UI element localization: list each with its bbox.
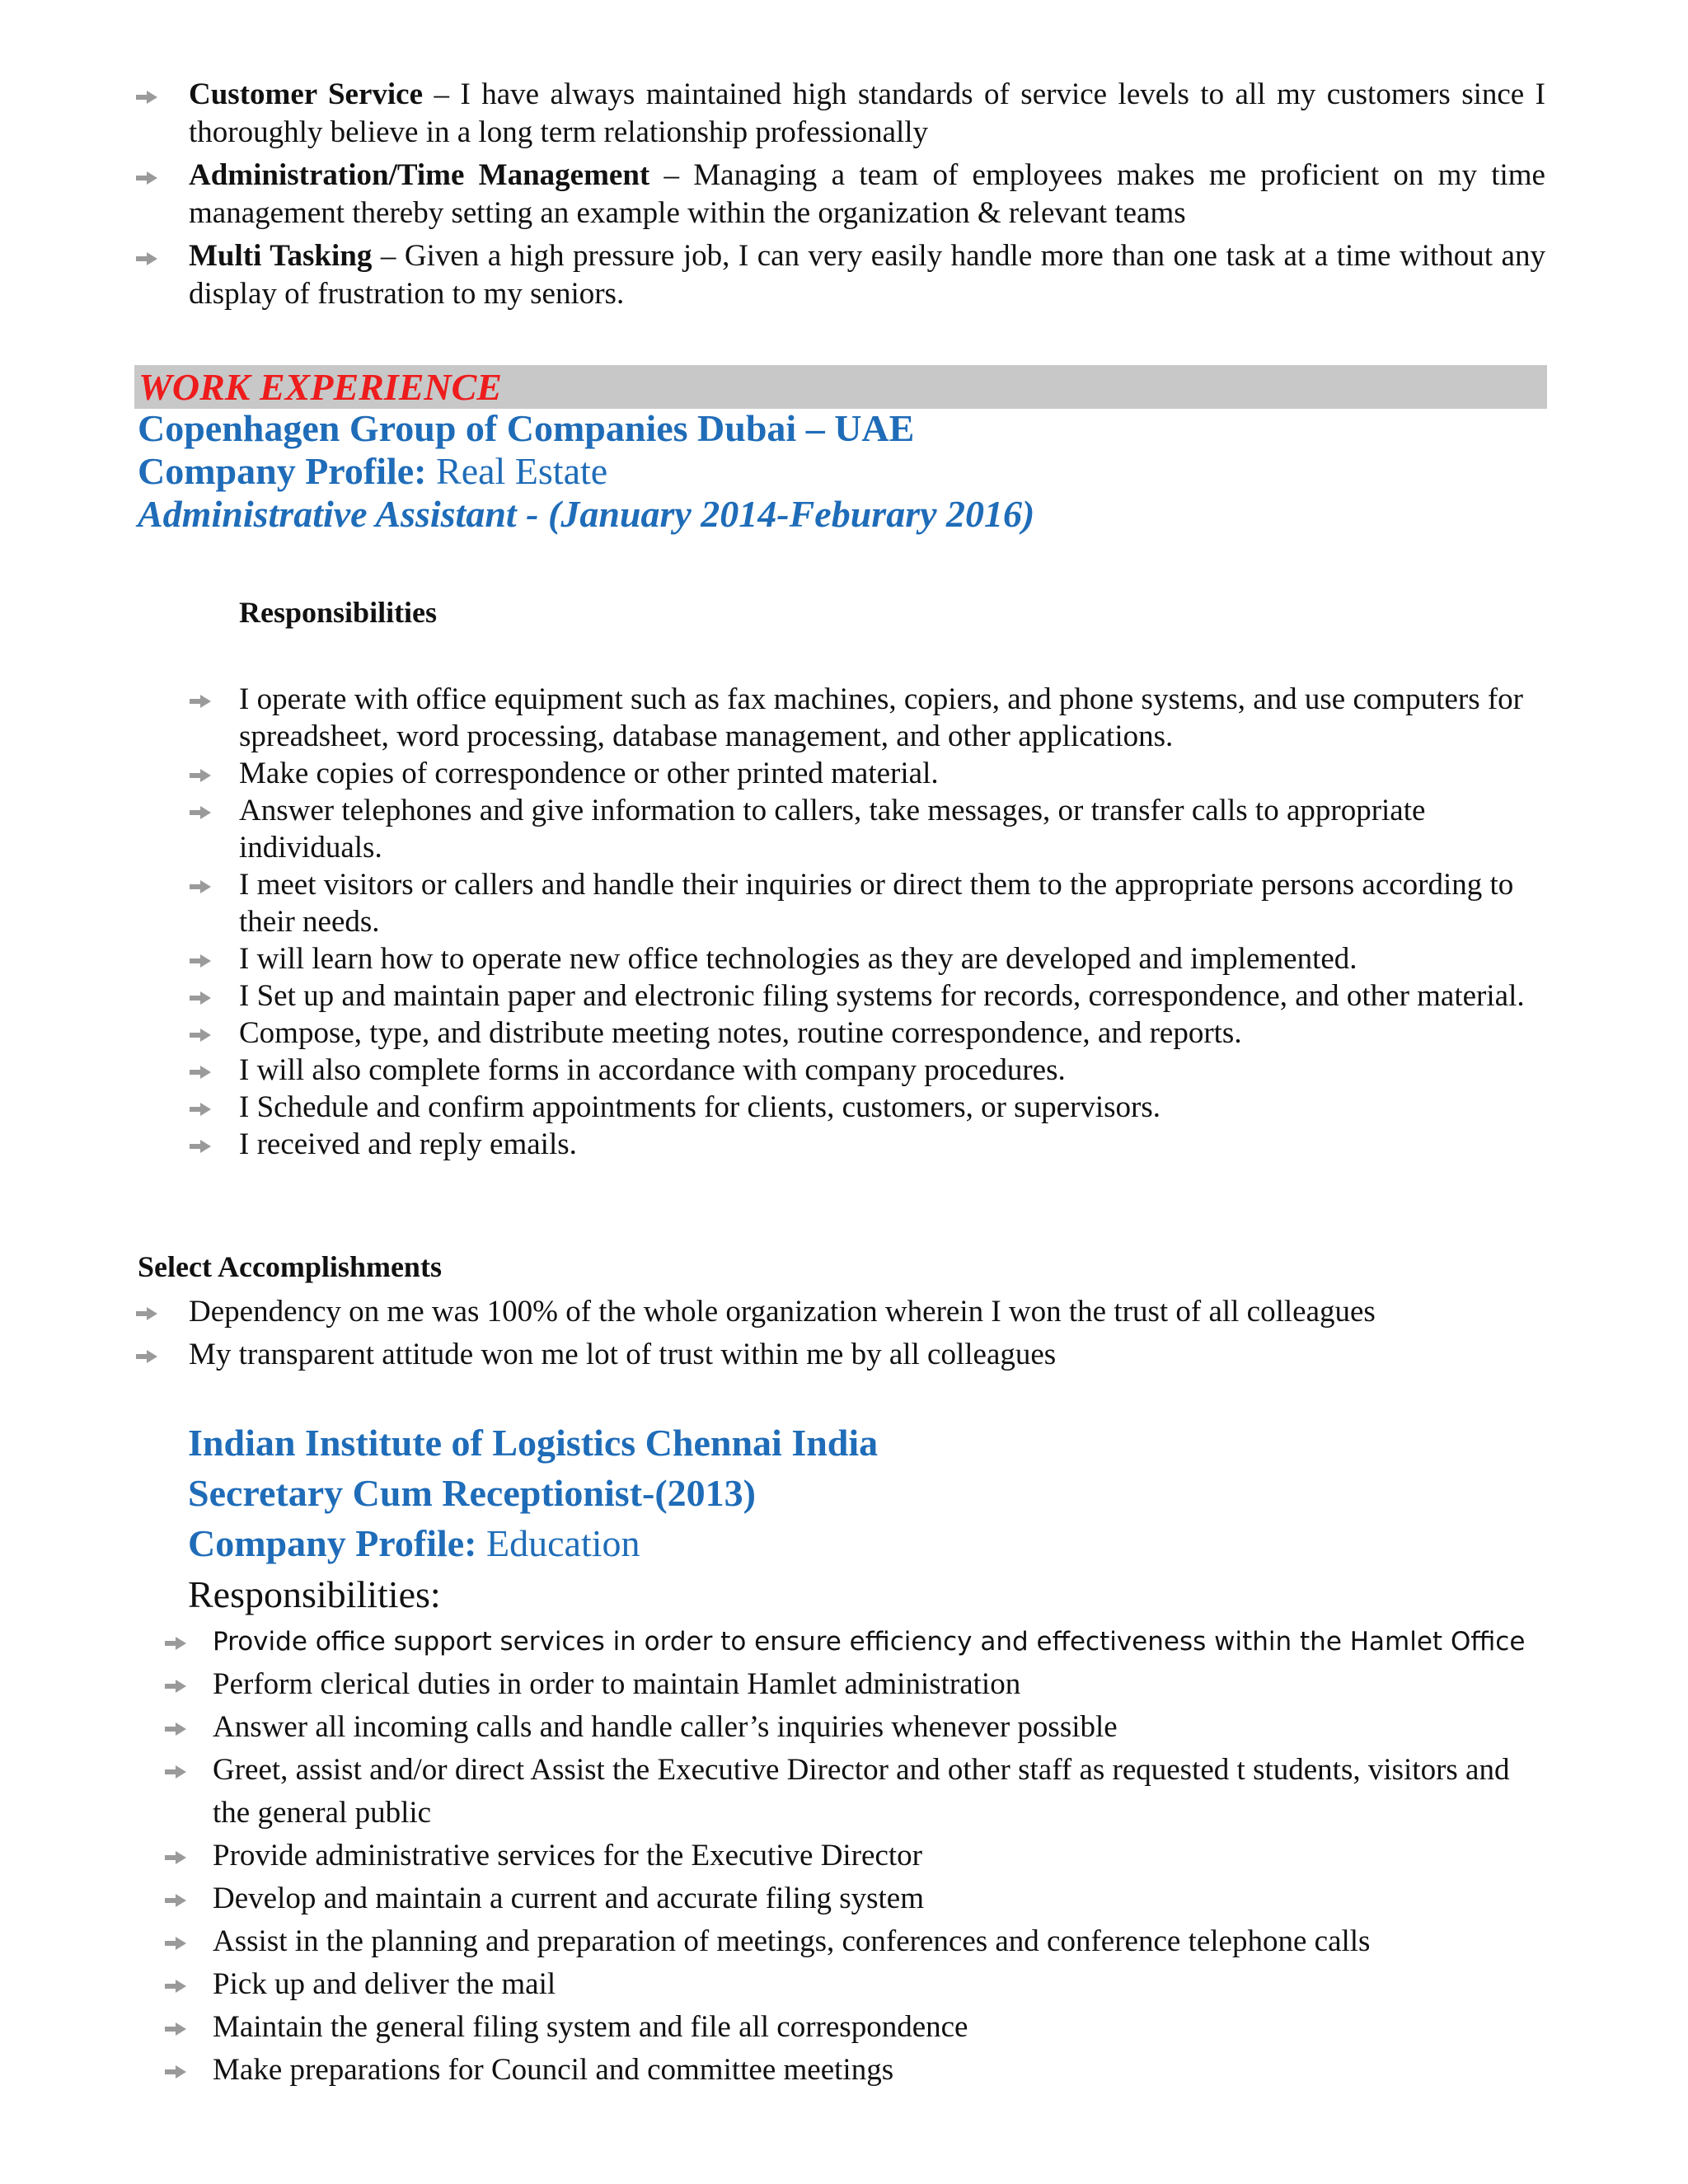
arrow-right-icon <box>190 1066 211 1079</box>
accomplishments-heading: Select Accomplishments <box>138 1250 442 1283</box>
arrow-right-icon <box>190 991 211 1005</box>
list-item <box>190 1052 1525 1089</box>
arrow-right-icon <box>165 1980 186 1993</box>
list-item <box>136 1333 1554 1376</box>
job1-responsibilities-list <box>190 681 1525 1163</box>
job2-profile <box>188 1521 640 1566</box>
list-item <box>190 1015 1525 1052</box>
list-item <box>165 1749 1550 1835</box>
job2-role <box>188 1471 756 1516</box>
job2-role-text: Secretary Cum Receptionist-(2013) <box>188 1472 756 1514</box>
arrow-right-icon <box>165 2065 186 2079</box>
job1-profile-label: Company Profile: <box>138 450 427 492</box>
arrow-right-icon <box>190 769 211 782</box>
skill-text: – Given a high pressure job, I can very easily handle more than one task at a time without any display of frustration to my seniors. <box>189 239 1545 311</box>
list-item <box>136 76 1545 152</box>
list-item <box>190 1126 1525 1163</box>
list-item <box>190 1089 1525 1126</box>
job2-responsibilities-heading: Responsibilities: <box>188 1573 441 1615</box>
arrow-right-icon <box>165 2022 186 2036</box>
job2-profile-label: Company Profile: <box>188 1522 477 1564</box>
list-item <box>190 940 1525 977</box>
list-item <box>165 2049 1550 2092</box>
job2-profile-value: Education <box>476 1522 640 1564</box>
list-item <box>190 866 1525 940</box>
job1-profile <box>138 449 607 494</box>
list-item-text: I received and reply emails. <box>239 1127 577 1161</box>
arrow-right-icon <box>136 171 157 185</box>
list-item <box>165 1877 1550 1920</box>
list-item-text: Make copies of correspondence or other printed material. <box>239 757 939 790</box>
arrow-right-icon <box>136 1307 157 1320</box>
job2-company <box>188 1421 878 1465</box>
skill-text: – I have always maintained high standards of service levels to all my customers since I thoroughly believe in a long term relationship professionally <box>189 77 1546 149</box>
list-item-text: Provide office support services in order to ensure efficiency and effectiveness within the Hamlet Office <box>213 1627 1526 1657</box>
arrow-right-icon <box>165 1680 186 1693</box>
list-item-text: Greet, assist and/or direct Assist the Executive Director and other staff as requested t students, visitors and the general public <box>213 1753 1510 1830</box>
list-item-text: I meet visitors or callers and handle their inquiries or direct them to the appropriate persons according to their needs. <box>239 868 1514 939</box>
arrow-right-icon <box>165 1637 186 1650</box>
skill-term: Customer Service <box>189 77 424 111</box>
skill-term: Administration/Time Management <box>189 158 650 192</box>
arrow-right-icon <box>165 1765 186 1779</box>
arrow-right-icon <box>136 1350 157 1363</box>
job1-responsibilities-heading: Responsibilities <box>239 596 438 629</box>
arrow-right-icon <box>165 1894 186 1907</box>
list-item-text: Maintain the general filing system and file all correspondence <box>213 2010 968 2044</box>
list-item <box>136 157 1545 232</box>
list-item <box>190 977 1525 1015</box>
list-item-text: Perform clerical duties in order to maintain Hamlet administration <box>213 1667 1021 1701</box>
arrow-right-icon <box>165 1722 186 1736</box>
arrow-right-icon <box>165 1937 186 1950</box>
list-item <box>165 1920 1550 1963</box>
job2-responsibilities-list <box>165 1620 1550 2092</box>
list-item-text: I will learn how to operate new office technologies as they are developed and implemented. <box>239 942 1357 976</box>
list-item-text: I Schedule and confirm appointments for clients, customers, or supervisors. <box>239 1090 1160 1124</box>
list-item <box>136 237 1545 313</box>
list-item-text: Compose, type, and distribute meeting notes, routine correspondence, and reports. <box>239 1016 1242 1050</box>
list-item-text: Assist in the planning and preparation of meetings, conferences and conference telephone calls <box>213 1924 1371 1958</box>
list-item <box>136 1291 1554 1333</box>
list-item <box>165 1663 1550 1706</box>
list-item-text: Make preparations for Council and committee meetings <box>213 2053 894 2087</box>
arrow-right-icon <box>190 1140 211 1153</box>
list-item-text: I operate with office equipment such as fax machines, copiers, and phone systems, and use computers for spreadsheet, word processing, database management, and other applications. <box>239 682 1523 753</box>
list-item-text: Develop and maintain a current and accurate filing system <box>213 1882 924 1915</box>
arrow-right-icon <box>190 806 211 819</box>
skill-term: Multi Tasking <box>189 239 373 273</box>
arrow-right-icon <box>190 954 211 968</box>
arrow-right-icon <box>136 91 157 104</box>
job1-company-text: Copenhagen Group of Companies Dubai – UAE <box>138 407 915 449</box>
arrow-right-icon <box>190 880 211 893</box>
list-item <box>190 681 1525 755</box>
list-item-text: Pick up and deliver the mail <box>213 1967 556 2001</box>
skills-list <box>136 76 1545 318</box>
job1-role: Administrative Assistant - (January 2014-Feburary 2016) <box>138 493 1035 535</box>
list-item <box>190 792 1525 866</box>
list-item-text: Provide administrative services for the Executive Director <box>213 1839 922 1872</box>
arrow-right-icon <box>190 1103 211 1116</box>
list-item <box>165 1835 1550 1877</box>
list-item <box>165 1706 1550 1749</box>
list-item <box>165 1620 1550 1663</box>
list-item-text: I will also complete forms in accordance with company procedures. <box>239 1053 1066 1087</box>
list-item-text: I Set up and maintain paper and electronic filing systems for records, correspondence, and other material. <box>239 979 1525 1013</box>
list-item <box>190 755 1525 792</box>
accomplishments-list <box>136 1291 1554 1376</box>
section-title: WORK EXPERIENCE <box>138 366 502 408</box>
arrow-right-icon <box>165 1851 186 1864</box>
list-item <box>165 1963 1550 2006</box>
arrow-right-icon <box>190 695 211 708</box>
job2-company-text: Indian Institute of Logistics Chennai India <box>188 1422 879 1464</box>
list-item-text: Answer all incoming calls and handle caller’s inquiries whenever possible <box>213 1710 1118 1744</box>
list-item-text: My transparent attitude won me lot of trust within me by all colleagues <box>189 1338 1057 1371</box>
list-item <box>165 2006 1550 2049</box>
arrow-right-icon <box>190 1029 211 1042</box>
list-item-text: Dependency on me was 100% of the whole organization wherein I won the trust of all colleagues <box>189 1295 1376 1329</box>
skill-text: – Managing a team of employees makes me proficient on my time management thereby setting an example within the organization & relevant teams <box>189 158 1545 230</box>
list-item-text: Answer telephones and give information to callers, take messages, or transfer calls to appropriate individuals. <box>239 794 1426 865</box>
arrow-right-icon <box>136 252 157 265</box>
job1-company <box>138 406 914 451</box>
job1-profile-value: Real Estate <box>426 450 608 492</box>
